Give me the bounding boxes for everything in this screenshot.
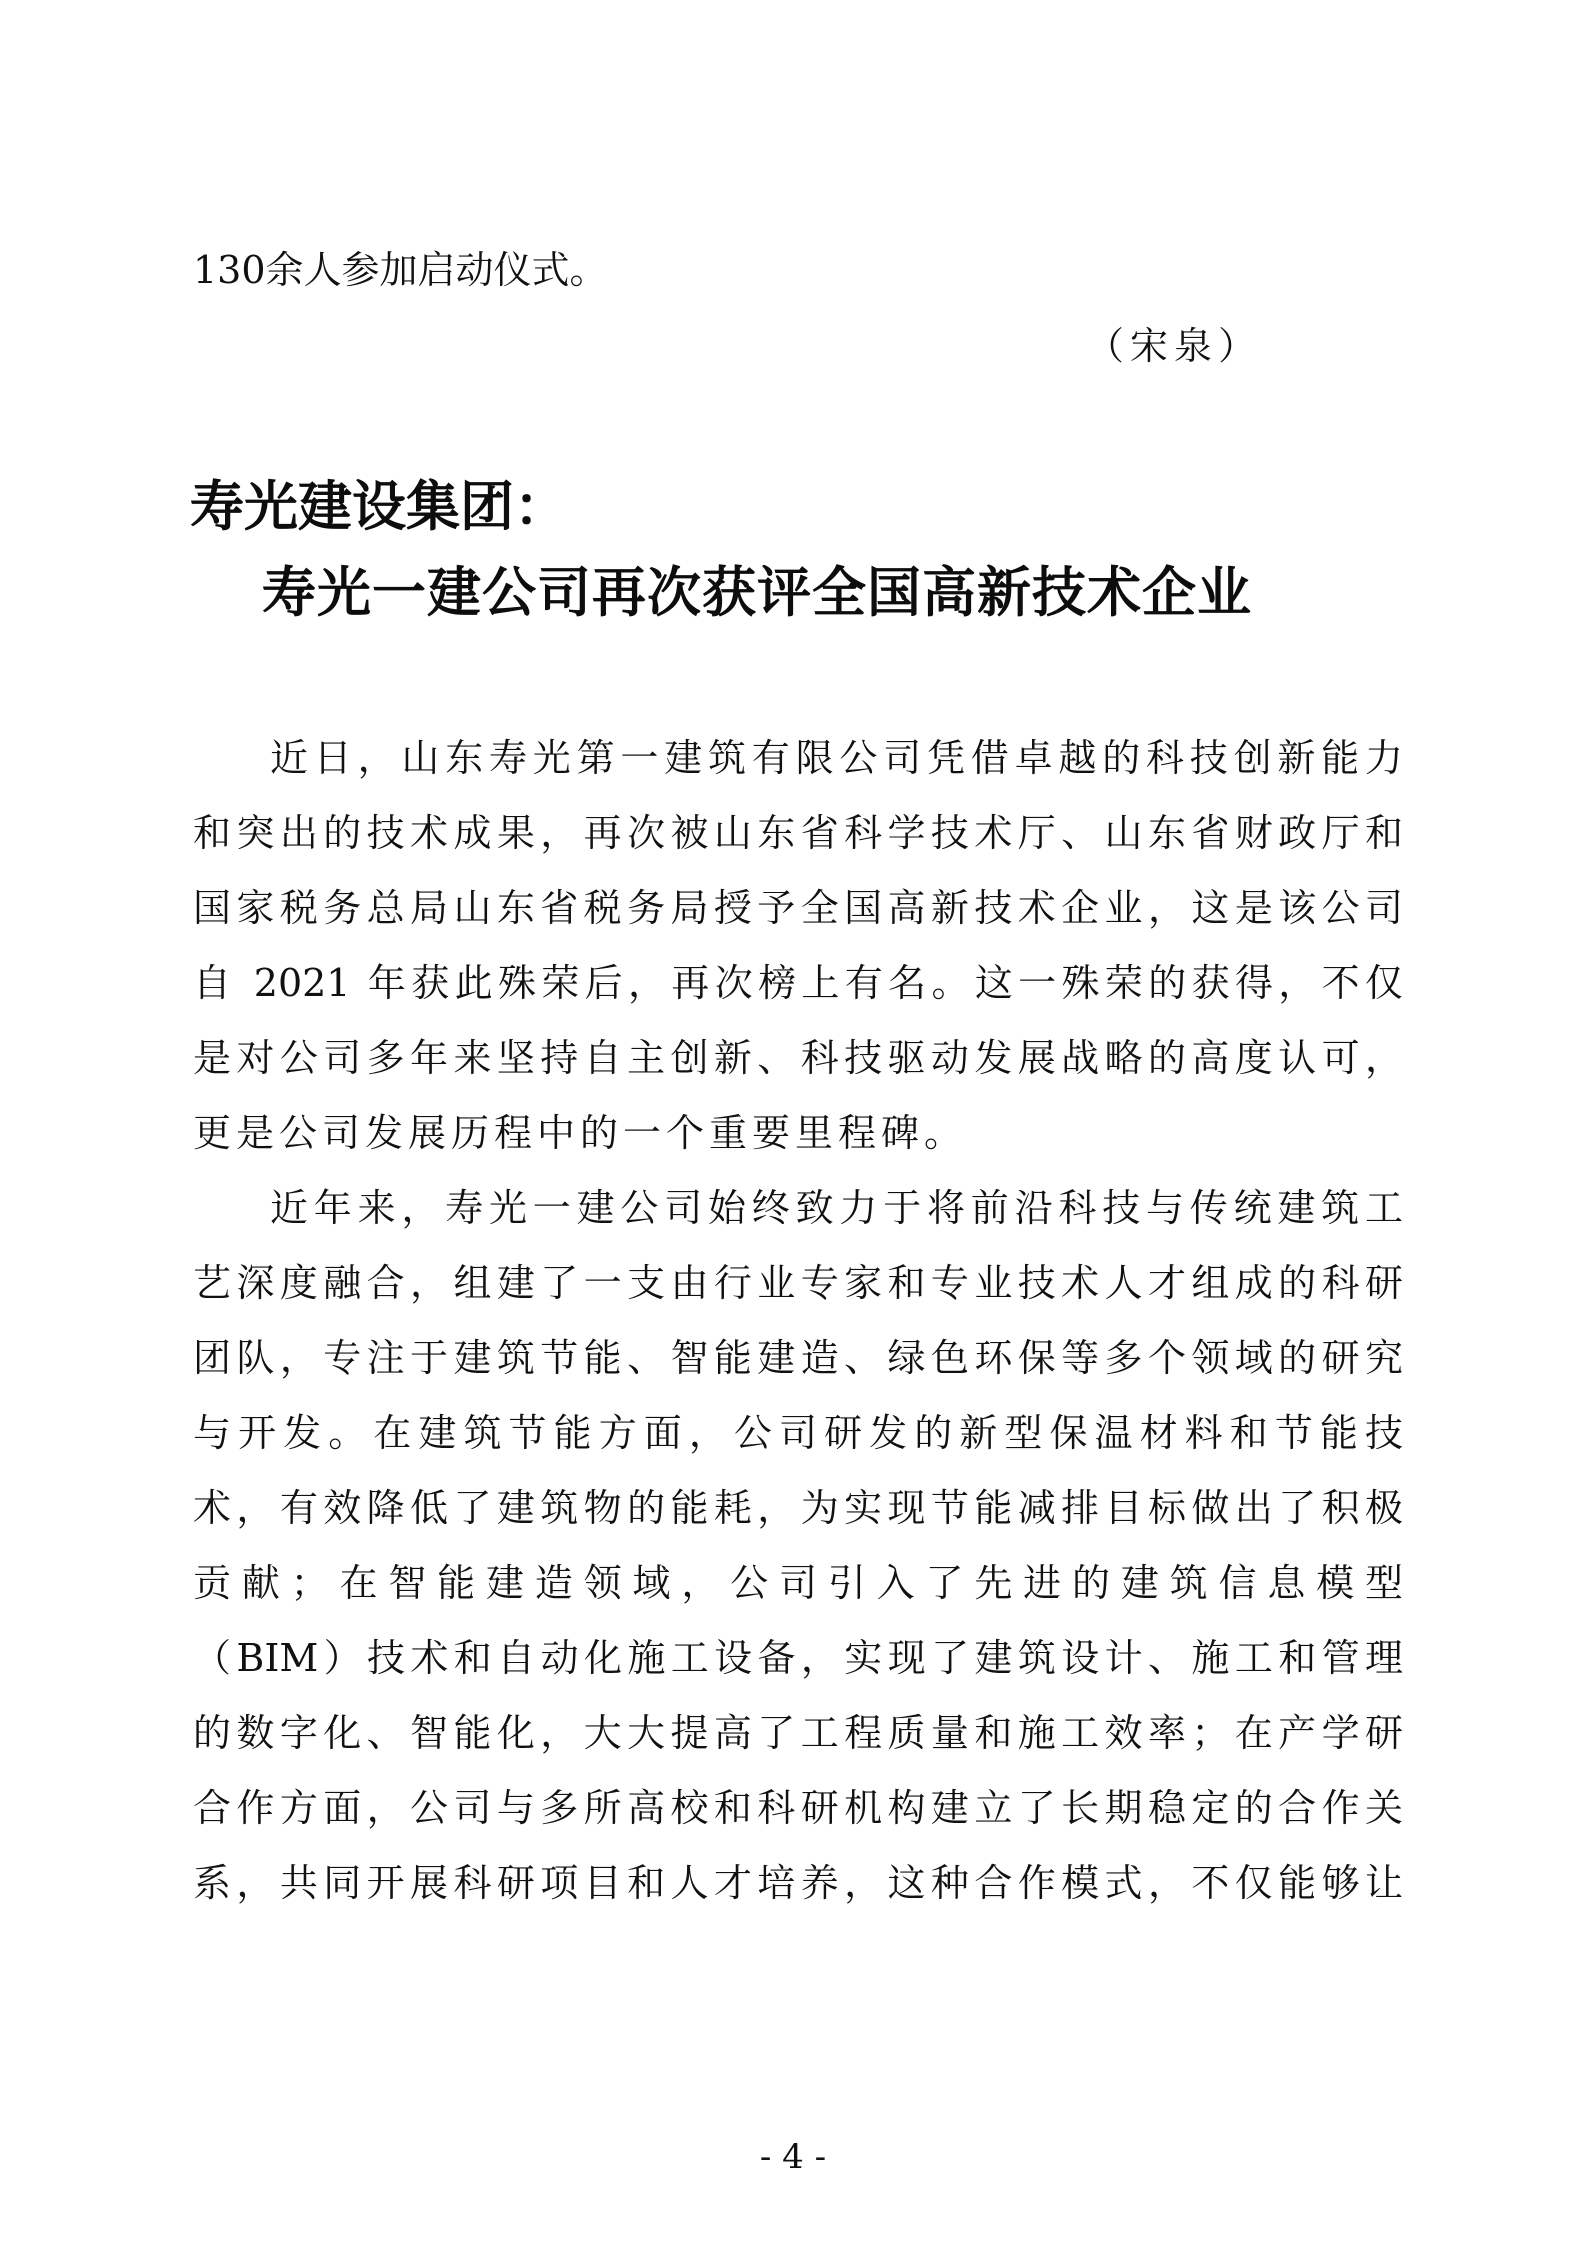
paragraph-line: 和突出的技术成果，再次被山东省科学技术厅、山东省财政厅和 (193, 811, 1403, 855)
paragraph-line: 国家税务总局山东省税务局授予全国高新技术企业，这是该公司 (193, 886, 1403, 930)
paragraph-line: 系，共同开展科研项目和人才培养，这种合作模式，不仅能够让 (193, 1861, 1403, 1905)
paragraph-line: 合作方面，公司与多所高校和科研机构建立了长期稳定的合作关 (193, 1786, 1403, 1830)
paragraph-line: 艺深度融合，组建了一支由行业专家和专业技术人才组成的科研 (193, 1261, 1403, 1305)
byline: （宋泉） (1086, 324, 1263, 368)
opening-line: 130余人参加启动仪式。 (193, 248, 608, 292)
article-title-line-1: 寿光建设集团： (190, 475, 568, 538)
paragraph-line: 的数字化、智能化，大大提高了工程质量和施工效率；在产学研 (193, 1711, 1403, 1755)
paragraph-line: 团队，专注于建筑节能、智能建造、绿色环保等多个领域的研究 (193, 1336, 1403, 1380)
paragraph-line: 是对公司多年来坚持自主创新、科技驱动发展战略的高度认可， (193, 1036, 1403, 1080)
paragraph-line: 近日，山东寿光第一建筑有限公司凭借卓越的科技创新能力 (270, 736, 1403, 780)
paragraph-line: 与开发。在建筑节能方面，公司研发的新型保温材料和节能技 (193, 1411, 1403, 1455)
article-title-line-2: 寿光一建公司再次获评全国高新技术企业 (262, 561, 1252, 624)
paragraph-line: 自 2021 年获此殊荣后，再次榜上有名。这一殊荣的获得，不仅 (193, 961, 1403, 1005)
paragraph-line: 更是公司发展历程中的一个重要里程碑。 (193, 1111, 968, 1155)
paragraph-line: 术，有效降低了建筑物的能耗，为实现节能减排目标做出了积极 (193, 1486, 1403, 1530)
page-number: - 4 - (759, 2137, 827, 2177)
paragraph-line: 近年来，寿光一建公司始终致力于将前沿科技与传统建筑工 (270, 1186, 1403, 1230)
paragraph-line: 贡献；在智能建造领域，公司引入了先进的建筑信息模型 (193, 1561, 1403, 1605)
paragraph-line: （BIM）技术和自动化施工设备，实现了建筑设计、施工和管理 (193, 1636, 1403, 1680)
